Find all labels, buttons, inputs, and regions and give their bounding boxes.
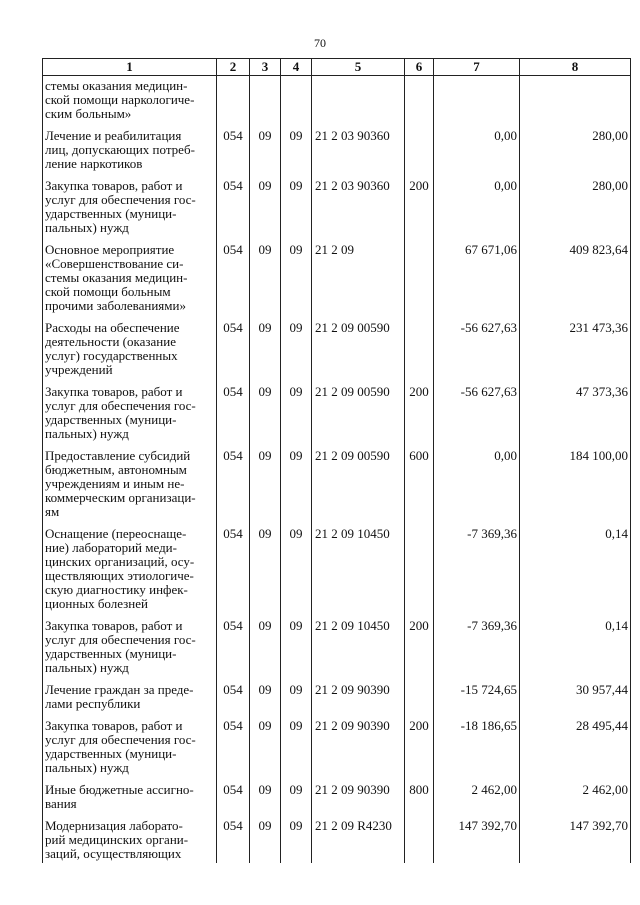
row-section-code: 09 bbox=[250, 619, 281, 683]
row-name: Закупка товаров, работ и услуг для обеспечения гос- ударственных (муници- пальных) нужд bbox=[43, 179, 217, 243]
row-admin-code: 054 bbox=[217, 243, 250, 321]
budget-table bbox=[42, 58, 631, 863]
table-header bbox=[43, 59, 631, 76]
row-admin-code: 054 bbox=[217, 129, 250, 179]
row-change-amount: 0,00 bbox=[434, 179, 520, 243]
row-admin-code: 054 bbox=[217, 719, 250, 783]
row-target-article bbox=[312, 76, 405, 130]
row-target-article: 21 2 09 00590 bbox=[312, 321, 405, 385]
row-target-article: 21 2 09 bbox=[312, 243, 405, 321]
row-target-article: 21 2 09 00590 bbox=[312, 385, 405, 449]
row-change-amount: 2 462,00 bbox=[434, 783, 520, 819]
row-subsection-code: 09 bbox=[281, 179, 312, 243]
row-change-amount: 147 392,70 bbox=[434, 819, 520, 863]
row-target-article: 21 2 09 90390 bbox=[312, 683, 405, 719]
row-subsection-code: 09 bbox=[281, 243, 312, 321]
row-subsection-code: 09 bbox=[281, 719, 312, 783]
row-expense-type: 600 bbox=[405, 449, 434, 527]
row-section-code: 09 bbox=[250, 179, 281, 243]
row-name: Расходы на обеспечение деятельности (оказание услуг) государственных учреждений bbox=[43, 321, 217, 385]
row-total-amount: 147 392,70 bbox=[520, 819, 631, 863]
row-subsection-code: 09 bbox=[281, 129, 312, 179]
row-section-code: 09 bbox=[250, 783, 281, 819]
table-row bbox=[43, 179, 631, 243]
row-change-amount: -7 369,36 bbox=[434, 619, 520, 683]
row-total-amount: 409 823,64 bbox=[520, 243, 631, 321]
row-total-amount: 2 462,00 bbox=[520, 783, 631, 819]
row-target-article: 21 2 09 00590 bbox=[312, 449, 405, 527]
row-section-code: 09 bbox=[250, 683, 281, 719]
row-target-article: 21 2 03 90360 bbox=[312, 129, 405, 179]
header-col-5: 5 bbox=[312, 59, 405, 76]
header-row bbox=[43, 59, 631, 76]
row-subsection-code: 09 bbox=[281, 385, 312, 449]
table-row bbox=[43, 321, 631, 385]
table-row bbox=[43, 243, 631, 321]
row-expense-type bbox=[405, 76, 434, 130]
row-section-code: 09 bbox=[250, 819, 281, 863]
table-row bbox=[43, 683, 631, 719]
row-name: Модернизация лаборато- рий медицинских органи- заций, осуществляющих bbox=[43, 819, 217, 863]
header-col-7: 7 bbox=[434, 59, 520, 76]
row-expense-type: 800 bbox=[405, 783, 434, 819]
header-col-3: 3 bbox=[250, 59, 281, 76]
row-admin-code: 054 bbox=[217, 783, 250, 819]
table-row bbox=[43, 527, 631, 619]
table-row bbox=[43, 819, 631, 863]
row-target-article: 21 2 03 90360 bbox=[312, 179, 405, 243]
row-target-article: 21 2 09 10450 bbox=[312, 527, 405, 619]
row-total-amount: 231 473,36 bbox=[520, 321, 631, 385]
row-subsection-code: 09 bbox=[281, 683, 312, 719]
row-expense-type: 200 bbox=[405, 619, 434, 683]
row-subsection-code: 09 bbox=[281, 449, 312, 527]
row-total-amount: 184 100,00 bbox=[520, 449, 631, 527]
row-change-amount: 67 671,06 bbox=[434, 243, 520, 321]
row-change-amount: -56 627,63 bbox=[434, 321, 520, 385]
table-row bbox=[43, 129, 631, 179]
row-name: Предоставление субсидий бюджетным, автономным учреждениям и иным не- коммерческим организаци- ям bbox=[43, 449, 217, 527]
table-row bbox=[43, 449, 631, 527]
row-change-amount bbox=[434, 76, 520, 130]
header-col-4: 4 bbox=[281, 59, 312, 76]
row-target-article: 21 2 09 10450 bbox=[312, 619, 405, 683]
row-change-amount: -18 186,65 bbox=[434, 719, 520, 783]
row-expense-type bbox=[405, 819, 434, 863]
row-admin-code: 054 bbox=[217, 527, 250, 619]
row-total-amount: 0,14 bbox=[520, 527, 631, 619]
row-target-article: 21 2 09 R4230 bbox=[312, 819, 405, 863]
row-admin-code bbox=[217, 76, 250, 130]
row-expense-type: 200 bbox=[405, 385, 434, 449]
row-total-amount: 280,00 bbox=[520, 179, 631, 243]
table-body bbox=[43, 76, 631, 864]
row-name: Закупка товаров, работ и услуг для обеспечения гос- ударственных (муници- пальных) нужд bbox=[43, 385, 217, 449]
row-admin-code: 054 bbox=[217, 321, 250, 385]
row-subsection-code: 09 bbox=[281, 321, 312, 385]
table-row bbox=[43, 619, 631, 683]
row-expense-type bbox=[405, 527, 434, 619]
row-admin-code: 054 bbox=[217, 449, 250, 527]
header-col-1: 1 bbox=[43, 59, 217, 76]
row-name: Закупка товаров, работ и услуг для обеспечения гос- ударственных (муници- пальных) нужд bbox=[43, 619, 217, 683]
row-admin-code: 054 bbox=[217, 179, 250, 243]
row-name: Лечение и реабилитация лиц, допускающих потреб- ление наркотиков bbox=[43, 129, 217, 179]
row-name: Оснащение (переоснаще- ние) лабораторий меди- цинских организаций, осу- ществляющих этиологиче- скую диагностику инфек- ционных болезней bbox=[43, 527, 217, 619]
row-change-amount: -15 724,65 bbox=[434, 683, 520, 719]
row-subsection-code: 09 bbox=[281, 819, 312, 863]
row-section-code: 09 bbox=[250, 719, 281, 783]
row-name: Основное мероприятие «Совершенствование си- стемы оказания медицин- ской помощи больным прочими заболеваниями» bbox=[43, 243, 217, 321]
header-col-2: 2 bbox=[217, 59, 250, 76]
row-name: Иные бюджетные ассигно- вания bbox=[43, 783, 217, 819]
row-admin-code: 054 bbox=[217, 819, 250, 863]
header-col-6: 6 bbox=[405, 59, 434, 76]
row-total-amount: 47 373,36 bbox=[520, 385, 631, 449]
row-subsection-code: 09 bbox=[281, 783, 312, 819]
row-section-code: 09 bbox=[250, 385, 281, 449]
row-change-amount: 0,00 bbox=[434, 129, 520, 179]
row-total-amount: 30 957,44 bbox=[520, 683, 631, 719]
row-section-code: 09 bbox=[250, 527, 281, 619]
row-admin-code: 054 bbox=[217, 683, 250, 719]
page-number: 70 bbox=[314, 36, 326, 50]
row-target-article: 21 2 09 90390 bbox=[312, 783, 405, 819]
row-section-code: 09 bbox=[250, 449, 281, 527]
row-total-amount: 0,14 bbox=[520, 619, 631, 683]
table-row bbox=[43, 76, 631, 130]
row-expense-type bbox=[405, 129, 434, 179]
row-total-amount bbox=[520, 76, 631, 130]
row-change-amount: 0,00 bbox=[434, 449, 520, 527]
row-total-amount: 280,00 bbox=[520, 129, 631, 179]
row-admin-code: 054 bbox=[217, 385, 250, 449]
row-target-article: 21 2 09 90390 bbox=[312, 719, 405, 783]
row-section-code: 09 bbox=[250, 243, 281, 321]
row-subsection-code: 09 bbox=[281, 527, 312, 619]
table-row bbox=[43, 719, 631, 783]
row-subsection-code: 09 bbox=[281, 619, 312, 683]
row-subsection-code bbox=[281, 76, 312, 130]
row-section-code: 09 bbox=[250, 129, 281, 179]
row-total-amount: 28 495,44 bbox=[520, 719, 631, 783]
row-name: стемы оказания медицин- ской помощи наркологиче- ским больным» bbox=[43, 76, 217, 130]
row-name: Закупка товаров, работ и услуг для обеспечения гос- ударственных (муници- пальных) нужд bbox=[43, 719, 217, 783]
row-change-amount: -7 369,36 bbox=[434, 527, 520, 619]
row-admin-code: 054 bbox=[217, 619, 250, 683]
row-name: Лечение граждан за преде- лами республики bbox=[43, 683, 217, 719]
table-row bbox=[43, 385, 631, 449]
row-expense-type bbox=[405, 683, 434, 719]
header-col-8: 8 bbox=[520, 59, 631, 76]
row-expense-type: 200 bbox=[405, 719, 434, 783]
row-section-code bbox=[250, 76, 281, 130]
row-section-code: 09 bbox=[250, 321, 281, 385]
table-row bbox=[43, 783, 631, 819]
row-change-amount: -56 627,63 bbox=[434, 385, 520, 449]
row-expense-type: 200 bbox=[405, 179, 434, 243]
row-expense-type bbox=[405, 243, 434, 321]
row-expense-type bbox=[405, 321, 434, 385]
